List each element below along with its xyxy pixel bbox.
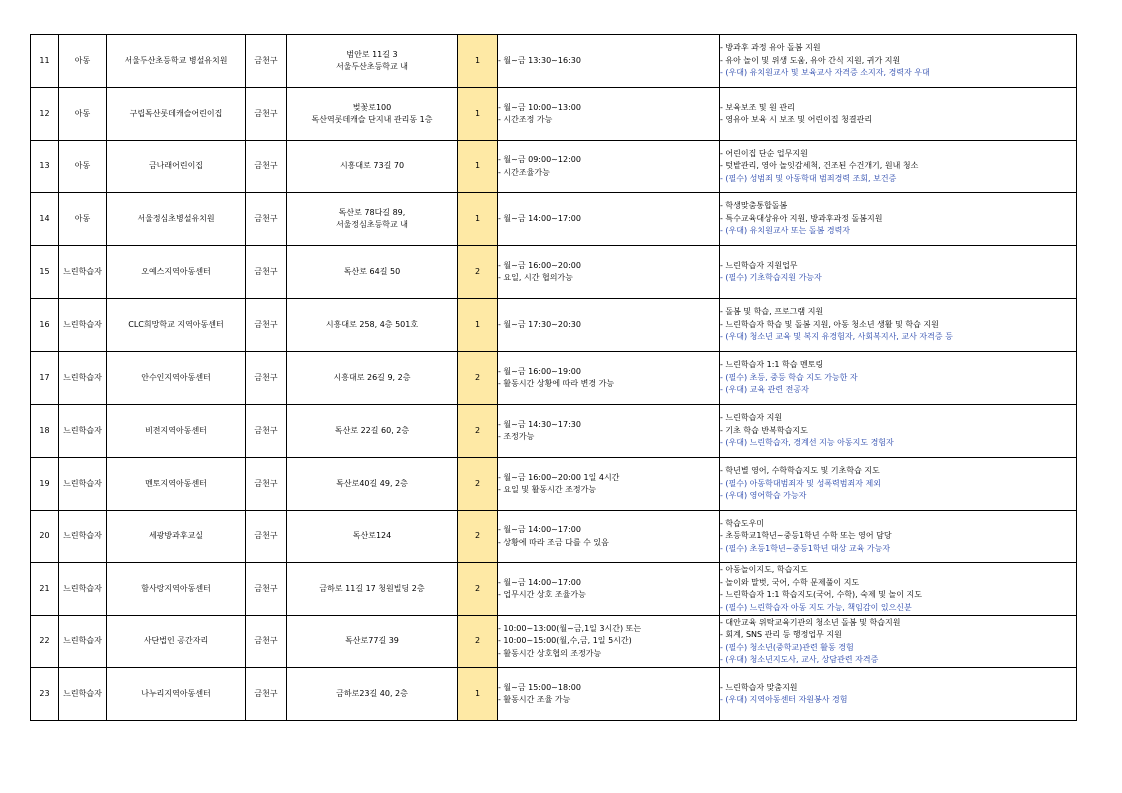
address-cell-line: 서울정심초등학교 내 xyxy=(335,220,409,229)
institution-name: 나누리지역아동센터 xyxy=(107,668,246,721)
duties-cell xyxy=(720,405,1077,458)
schedule-cell-line: - 월~금 16:00~19:00 xyxy=(498,366,581,376)
headcount-cell: 1 xyxy=(458,141,498,193)
table-body xyxy=(31,35,1077,721)
row-number: 21 xyxy=(31,563,59,616)
duties-cell-line: - 텃밭관리, 영아 놀잇감세척, 건조된 수건개기, 원내 청소 xyxy=(720,161,919,171)
schedule-cell-line: - 업무시간 상호 조율가능 xyxy=(498,590,586,599)
institution-name: 오예스지역아동센터 xyxy=(107,246,246,299)
duties-cell xyxy=(720,141,1077,193)
headcount-cell: 2 xyxy=(458,405,498,458)
district-cell: 금천구 xyxy=(246,563,287,616)
schedule-cell xyxy=(498,668,720,721)
duties-cell-line: - (필수) 청소년(중학교)관련 활동 경험 xyxy=(720,642,854,652)
category-cell: 느린학습자 xyxy=(59,458,107,511)
schedule-cell xyxy=(498,193,720,246)
address-cell xyxy=(287,616,458,668)
address-cell-line: 금하로 11길 17 청원빌딩 2층 xyxy=(319,583,425,593)
schedule-cell-line: - 활동시간 상황에 따라 변경 가능 xyxy=(498,379,615,388)
institution-name: 비전지역아동센터 xyxy=(107,405,246,458)
address-cell xyxy=(287,563,458,616)
duties-cell xyxy=(720,668,1077,721)
schedule-cell-line: - 월~금 16:00~20:00 1일 4시간 xyxy=(498,472,620,482)
schedule-cell xyxy=(498,246,720,299)
duties-cell-line: - 보육보조 및 원 관리 xyxy=(720,102,795,112)
schedule-cell xyxy=(498,563,720,616)
duties-cell-line: - 느린학습자 맞춤지원 xyxy=(720,682,798,692)
address-cell xyxy=(287,141,458,193)
duties-cell-line: - 대안교육 위탁교육기관의 청소년 돌봄 및 학습지원 xyxy=(720,617,901,627)
institution-name: 구립독산롯데캐슬어린이집 xyxy=(107,88,246,141)
address-cell-line: 범안로 11길 3 xyxy=(346,49,398,59)
address-cell-line: 독산로77길 39 xyxy=(345,636,399,646)
address-cell xyxy=(287,511,458,563)
address-cell xyxy=(287,668,458,721)
schedule-cell-line: - 시간조정 가능 xyxy=(498,115,553,124)
category-cell: 느린학습자 xyxy=(59,246,107,299)
duties-cell-line: - 돌봄 및 학습, 프로그램 지원 xyxy=(720,307,824,317)
duties-cell xyxy=(720,511,1077,563)
schedule-cell xyxy=(498,35,720,88)
address-cell xyxy=(287,458,458,511)
duties-cell-line: - (우대) 유치원교사 또는 돌봄 경력자 xyxy=(720,226,851,236)
district-cell: 금천구 xyxy=(246,246,287,299)
headcount-cell: 2 xyxy=(458,352,498,405)
schedule-cell-line: - 요일, 시간 협의가능 xyxy=(498,273,573,282)
address-cell-line: 시흥대로 258, 4층 501호 xyxy=(325,319,419,329)
duties-cell-line: - 학년별 영어, 수학학습지도 및 기초학습 지도 xyxy=(720,466,880,476)
institution-name: 함사랑지역아동센터 xyxy=(107,563,246,616)
duties-cell xyxy=(720,193,1077,246)
table-row xyxy=(31,35,1077,88)
address-cell-line: 시흥대로 26길 9, 2층 xyxy=(333,372,411,382)
headcount-cell: 1 xyxy=(458,193,498,246)
duties-cell-line: - (필수) 초등, 중등 학습 지도 가능한 자 xyxy=(720,372,858,382)
table-row xyxy=(31,88,1077,141)
category-cell: 느린학습자 xyxy=(59,668,107,721)
category-cell: 아동 xyxy=(59,35,107,88)
category-cell: 느린학습자 xyxy=(59,563,107,616)
headcount-cell: 1 xyxy=(458,35,498,88)
district-cell: 금천구 xyxy=(246,35,287,88)
row-number: 22 xyxy=(31,616,59,668)
address-cell xyxy=(287,35,458,88)
category-cell: 아동 xyxy=(59,141,107,193)
address-cell xyxy=(287,299,458,352)
category-cell: 느린학습자 xyxy=(59,405,107,458)
schedule-cell xyxy=(498,352,720,405)
duties-cell-line: - 방과후 과정 유아 돌봄 지원 xyxy=(720,43,821,53)
address-cell-line: 독산로 22길 60, 2층 xyxy=(334,425,410,435)
district-cell: 금천구 xyxy=(246,299,287,352)
schedule-cell-line: - 월~금 14:00~17:00 xyxy=(498,577,581,587)
schedule-cell-line: - 월~금 14:30~17:30 xyxy=(498,419,581,429)
duties-cell-line: - 영유아 보육 시 보조 및 어린이집 청결관리 xyxy=(720,115,873,124)
address-cell xyxy=(287,352,458,405)
duties-cell-line: - (필수) 성범죄 및 아동학대 범죄경력 조회, 보건증 xyxy=(720,173,897,183)
row-number: 13 xyxy=(31,141,59,193)
table-row xyxy=(31,299,1077,352)
schedule-cell-line: - 시간조율가능 xyxy=(498,167,550,177)
duties-cell xyxy=(720,246,1077,299)
duties-cell-line: - 느린학습자 1:1 학습지도(국어, 수학), 숙제 및 놀이 지도 xyxy=(720,590,922,599)
institution-name: 세광방과후교실 xyxy=(107,511,246,563)
duties-cell-line: - (우대) 유치원교사 및 보육교사 자격증 소지자, 경력자 우대 xyxy=(720,68,930,78)
address-cell-line: 시흥대로 73길 70 xyxy=(339,161,405,171)
headcount-cell: 2 xyxy=(458,458,498,511)
duties-cell-line: - 아동놀이지도, 학습지도 xyxy=(720,565,808,574)
table-row xyxy=(31,511,1077,563)
headcount-cell: 2 xyxy=(458,616,498,668)
schedule-cell-line: - 10:00~15:00(월,수,금, 1일 5시간) xyxy=(498,636,632,646)
table-row xyxy=(31,246,1077,299)
district-cell: 금천구 xyxy=(246,458,287,511)
schedule-cell-line: - 10:00~13:00(월~금,1일 3시간) 또는 xyxy=(498,623,642,633)
duties-cell-line: - 느린학습자 1:1 학습 멘토링 xyxy=(720,360,824,370)
address-cell-line: 벚꽃로100 xyxy=(352,102,392,112)
duties-cell-line: - 기초 학습 반복학습지도 xyxy=(720,425,808,435)
address-cell-line: 독산로40길 49, 2층 xyxy=(336,478,408,488)
district-cell: 금천구 xyxy=(246,511,287,563)
duties-cell-line: - 초등학교1학년~중등1학년 수학 또는 영어 담당 xyxy=(720,531,892,541)
duties-cell-line: - 느린학습자 지원업무 xyxy=(720,260,798,270)
duties-cell xyxy=(720,35,1077,88)
district-cell: 금천구 xyxy=(246,141,287,193)
duties-cell xyxy=(720,616,1077,668)
schedule-cell-line: - 요일 및 활동시간 조정가능 xyxy=(498,485,597,494)
duties-cell-line: - 유아 놀이 및 위생 도움, 유아 간식 지원, 귀가 지원 xyxy=(720,55,901,65)
row-number: 12 xyxy=(31,88,59,141)
duties-cell-line: - (우대) 느린학습자, 경계선 지능 아동지도 경험자 xyxy=(720,438,894,448)
institution-name: 안수인지역아동센터 xyxy=(107,352,246,405)
schedule-cell-line: - 월~금 14:00~17:00 xyxy=(498,525,581,534)
duties-cell-line: - (필수) 초등1학년~중등1학년 대상 교육 가능자 xyxy=(720,543,891,553)
duties-cell-line: - (필수) 느린학습자 아동 지도 가능, 책임감이 있으신분 xyxy=(720,602,912,612)
duties-cell xyxy=(720,299,1077,352)
table-row xyxy=(31,668,1077,721)
schedule-cell xyxy=(498,299,720,352)
schedule-cell-line: - 월~금 13:30~16:30 xyxy=(498,55,581,65)
schedule-cell-line: - 월~금 15:00~18:00 xyxy=(498,682,581,692)
address-cell-line: 독산로124 xyxy=(352,531,392,541)
schedule-cell-line: - 월~금 17:30~20:30 xyxy=(498,319,581,329)
duties-cell-line: - 학생맞춤통합돌봄 xyxy=(720,201,788,211)
duties-cell-line: - (우대) 교육 관련 전공자 xyxy=(720,385,809,395)
headcount-cell: 1 xyxy=(458,668,498,721)
table-row xyxy=(31,458,1077,511)
schedule-cell xyxy=(498,88,720,141)
duties-cell-line: - 특수교육대상유아 지원, 방과후과정 돌봄지원 xyxy=(720,213,883,223)
schedule-cell-line: - 월~금 14:00~17:00 xyxy=(498,213,581,223)
institution-name: 사단법인 공간자리 xyxy=(107,616,246,668)
duties-cell-line: - (우대) 영어학습 가능자 xyxy=(720,491,807,501)
table-row xyxy=(31,352,1077,405)
headcount-cell: 2 xyxy=(458,246,498,299)
schedule-cell xyxy=(498,141,720,193)
address-cell xyxy=(287,405,458,458)
institution-name: 금나래어린이집 xyxy=(107,141,246,193)
volunteer-position-table xyxy=(30,34,1077,721)
institution-name: CLC희망학교 지역아동센터 xyxy=(107,299,246,352)
schedule-cell xyxy=(498,405,720,458)
duties-cell xyxy=(720,88,1077,141)
duties-cell-line: - 회계, SNS 관리 등 행정업무 지원 xyxy=(720,630,842,639)
headcount-cell: 2 xyxy=(458,511,498,563)
row-number: 18 xyxy=(31,405,59,458)
schedule-cell xyxy=(498,616,720,668)
schedule-cell-line: - 월~금 09:00~12:00 xyxy=(498,155,581,164)
district-cell: 금천구 xyxy=(246,88,287,141)
institution-name: 서울정심초병설유치원 xyxy=(107,193,246,246)
category-cell: 아동 xyxy=(59,88,107,141)
row-number: 11 xyxy=(31,35,59,88)
duties-cell xyxy=(720,352,1077,405)
district-cell: 금천구 xyxy=(246,616,287,668)
district-cell: 금천구 xyxy=(246,405,287,458)
institution-name: 멘토지역아동센터 xyxy=(107,458,246,511)
headcount-cell: 1 xyxy=(458,88,498,141)
duties-cell-line: - 느린학습자 지원 xyxy=(720,413,783,423)
duties-cell-line: - (필수) 아동학대범죄자 및 성폭력범죄자 제외 xyxy=(720,478,881,488)
address-cell xyxy=(287,193,458,246)
schedule-cell xyxy=(498,458,720,511)
duties-cell xyxy=(720,563,1077,616)
duties-cell-line: - 놀이와 말벗, 국어, 수학 문제풀이 지도 xyxy=(720,577,860,587)
schedule-cell-line: - 조정가능 xyxy=(498,432,535,441)
address-cell-line: 금하로23길 40, 2층 xyxy=(336,688,408,698)
table-row xyxy=(31,563,1077,616)
duties-cell-line: - (우대) 청소년지도사, 교사, 상담관련 자격증 xyxy=(720,655,879,664)
duties-cell-line: - (우대) 지역아동센터 자원봉사 경험 xyxy=(720,695,848,704)
table-row xyxy=(31,193,1077,246)
address-cell-line: 독산로 64길 50 xyxy=(343,266,401,276)
duties-cell-line: - 학습도우미 xyxy=(720,518,765,528)
row-number: 20 xyxy=(31,511,59,563)
district-cell: 금천구 xyxy=(246,668,287,721)
category-cell: 느린학습자 xyxy=(59,616,107,668)
category-cell: 아동 xyxy=(59,193,107,246)
schedule-cell xyxy=(498,511,720,563)
district-cell: 금천구 xyxy=(246,352,287,405)
row-number: 14 xyxy=(31,193,59,246)
schedule-cell-line: - 월~금 16:00~20:00 xyxy=(498,260,581,270)
row-number: 16 xyxy=(31,299,59,352)
district-cell: 금천구 xyxy=(246,193,287,246)
duties-cell-line: - 느린학습자 학습 및 돌봄 지원, 아동 청소년 생활 및 학습 지원 xyxy=(720,319,939,329)
schedule-cell-line: - 활동시간 상호협의 조정가능 xyxy=(498,648,602,658)
duties-cell-line: - 어린이집 단순 업무지원 xyxy=(720,148,808,158)
row-number: 17 xyxy=(31,352,59,405)
table-row xyxy=(31,141,1077,193)
duties-cell-line: - (우대) 청소년 교육 및 복지 유경험자, 사회복지사, 교사 자격증 등 xyxy=(720,332,953,342)
category-cell: 느린학습자 xyxy=(59,352,107,405)
category-cell: 느린학습자 xyxy=(59,299,107,352)
duties-cell xyxy=(720,458,1077,511)
category-cell: 느린학습자 xyxy=(59,511,107,563)
headcount-cell: 1 xyxy=(458,299,498,352)
address-cell xyxy=(287,246,458,299)
row-number: 15 xyxy=(31,246,59,299)
row-number: 19 xyxy=(31,458,59,511)
schedule-cell-line: - 월~금 10:00~13:00 xyxy=(498,102,581,112)
row-number: 23 xyxy=(31,668,59,721)
duties-cell-line: - (필수) 기초학습지원 가능자 xyxy=(720,273,822,282)
headcount-cell: 2 xyxy=(458,563,498,616)
table-row xyxy=(31,405,1077,458)
address-cell-line: 독산로 78다길 89, xyxy=(338,207,406,217)
address-cell xyxy=(287,88,458,141)
schedule-cell-line: - 상황에 따라 조금 다를 수 있음 xyxy=(498,537,609,547)
table-row xyxy=(31,616,1077,668)
institution-name: 서울두산초등학교 병설유치원 xyxy=(107,35,246,88)
schedule-cell-line: - 활동시간 조율 가능 xyxy=(498,695,571,704)
address-cell-line: 서울두산초등학교 내 xyxy=(335,62,409,71)
address-cell-line: 독산역롯데캐슬 단지내 관리동 1층 xyxy=(311,115,433,124)
